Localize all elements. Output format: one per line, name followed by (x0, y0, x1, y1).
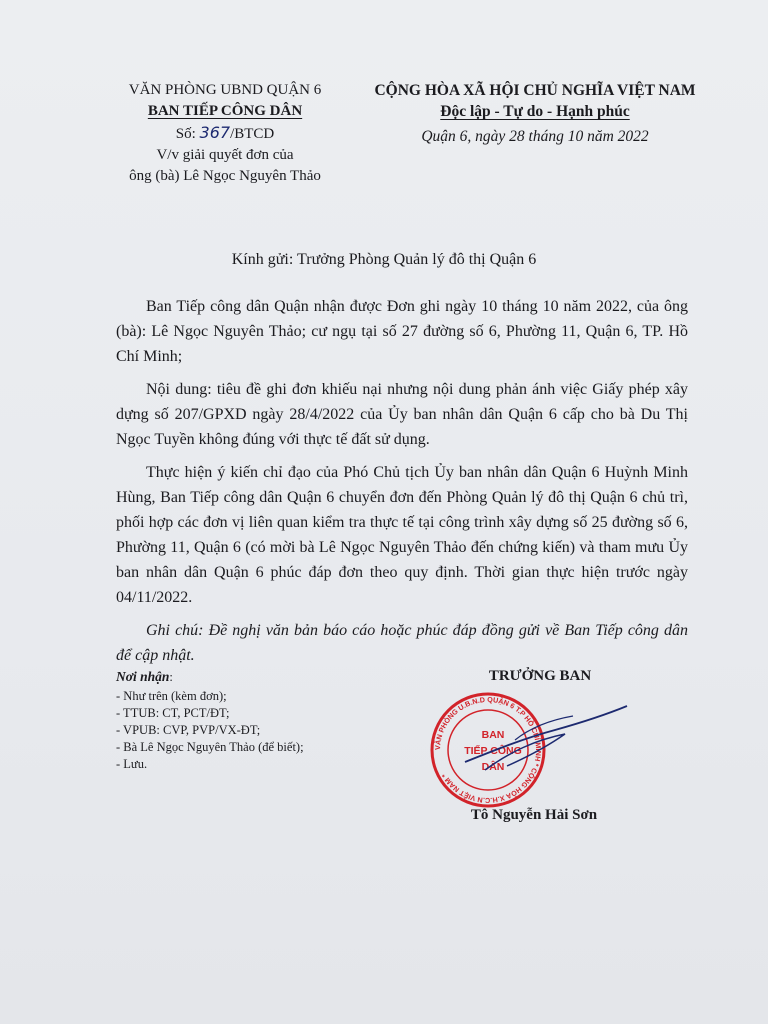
document-body (116, 294, 688, 676)
document-number (100, 122, 350, 145)
seal-line-1: BAN (481, 729, 505, 741)
distribution-list (116, 668, 416, 773)
issuer-header (100, 80, 350, 187)
distribution-item: - TTUB: CT, PCT/ĐT; (116, 706, 230, 720)
distribution-title: Nơi nhận (116, 669, 170, 684)
seal-line-2: TIẾP CÔNG DÂN (464, 745, 522, 773)
national-header (360, 80, 710, 147)
distribution-item: - Lưu. (116, 757, 148, 771)
seal-ring-text: VĂN PHÒNG U.B.N.D QUẬN 6 T.P HỒ CHÍ MINH * CỘNG HÒA X.H.C.N VIỆT NAM * (432, 694, 544, 806)
number-prefix: Số: (175, 126, 196, 142)
body-paragraph-2: Nội dung: tiêu đề ghi đơn khiếu nại nhưng nội dung phản ánh việc Giấy phép xây dựng số 207/GPXD ngày 28/4/2022 của Ủy ban nhân dân Quận 6 cấp cho bà Du Thị Ngọc Tuyền không đúng với thực tế đất sử dụng. (116, 381, 688, 448)
number-suffix: /BTCD (230, 126, 275, 142)
distribution-item: - Bà Lê Ngọc Nguyên Thảo (để biết); (116, 740, 304, 754)
signer-title: TRƯỞNG BAN (488, 668, 592, 684)
distribution-title-line: Nơi nhận: (116, 669, 173, 684)
issuer-unit: BAN TIẾP CÔNG DÂN (147, 103, 303, 119)
signature-block (440, 668, 640, 685)
issuer-org: VĂN PHÒNG UBND QUẬN 6 (128, 82, 322, 98)
document-date: Quận 6, ngày 28 tháng 10 năm 2022 (421, 128, 649, 145)
number-handwritten: 367 (199, 123, 231, 142)
handwritten-signature (455, 700, 635, 780)
signer-name: Tô Nguyễn Hải Sơn (470, 807, 598, 823)
nation-title: CỘNG HÒA XÃ HỘI CHỦ NGHĨA VIỆT NAM (374, 82, 696, 99)
recipient-line: Kính gửi: Trưởng Phòng Quản lý đô thị Quận 6 (231, 251, 537, 268)
subject-line-1: V/v giải quyết đơn của (156, 147, 294, 163)
distribution-item: - Như trên (kèm đơn); (116, 689, 227, 703)
body-paragraph-3: Thực hiện ý kiến chỉ đạo của Phó Chủ tịch Ủy ban nhân dân Quận 6 Huỳnh Minh Hùng, Ban Tiếp công dân Quận 6 chuyển đơn đến Phòng Quản lý đô thị Quận 6 chủ trì, phối hợp các đơn vị liên quan kiểm tra thực tế tại công trình xây dựng số 25 đường số 6, Phường 11, Quận 6 (có mời bà Lê Ngọc Nguyên Thảo đến chứng kiến) và tham mưu Ủy ban nhân dân Quận 6 phúc đáp đơn theo quy định. Thời gian thực hiện trước ngày 04/11/2022. (116, 464, 688, 606)
body-note: Ghi chú: Đề nghị văn bản báo cáo hoặc phúc đáp đồng gửi về Ban Tiếp công dân để cập nhật. (116, 622, 688, 664)
body-paragraph-1: Ban Tiếp công dân Quận nhận được Đơn ghi ngày 10 tháng 10 năm 2022, của ông (bà): Lê Ngọc Nguyên Thảo; cư ngụ tại số 27 đường số 6, Phường 11, Quận 6, TP. Hồ Chí Minh; (116, 298, 688, 365)
distribution-item: - VPUB: CVP, PVP/VX-ĐT; (116, 723, 261, 737)
national-motto: Độc lập - Tự do - Hạnh phúc (440, 103, 630, 120)
distribution-items (116, 688, 416, 773)
subject-line-2: ông (bà) Lê Ngọc Nguyên Thảo (129, 168, 321, 184)
